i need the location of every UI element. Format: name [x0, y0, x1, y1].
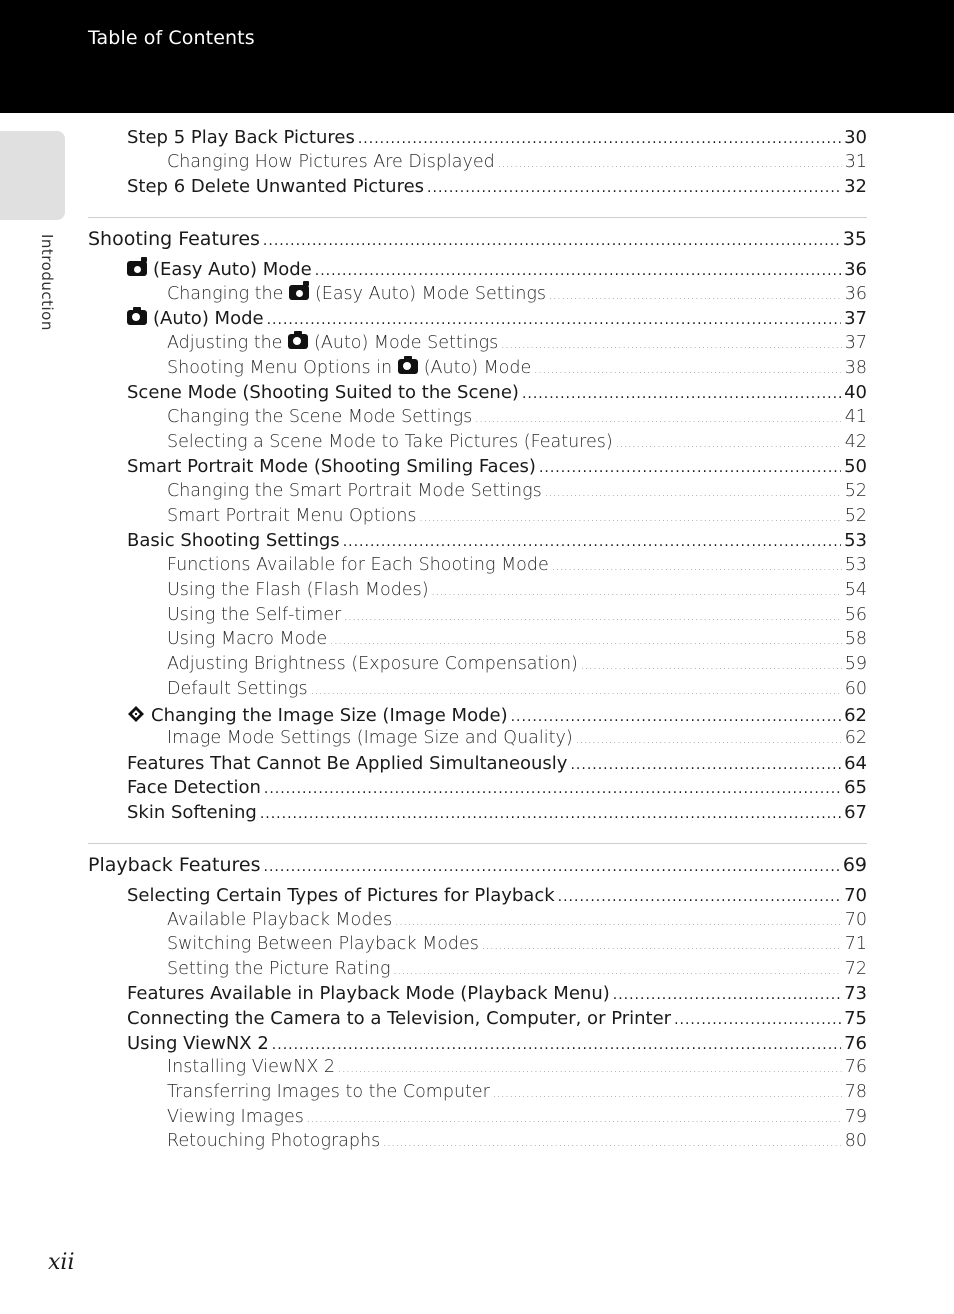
toc-entry[interactable]: Default Settings ..... 60 [167, 679, 867, 699]
toc-entry[interactable]: Changing the Scene Mode Settings ..... 41 [167, 407, 867, 427]
easy-auto-icon [127, 261, 147, 276]
toc-entry[interactable]: Changing the Image Size (Image Mode) ..... 62 [127, 703, 867, 726]
toc-entry[interactable]: Face Detection ..... 65 [127, 777, 867, 798]
toc-entry[interactable]: Smart Portrait Menu Options ..... 52 [167, 506, 867, 526]
toc-entry[interactable]: Setting the Picture Rating ..... 72 [167, 959, 867, 979]
toc-entry[interactable]: Connecting the Camera to a Television, Computer, or Printer ..... 75 [127, 1008, 867, 1029]
section-divider [88, 843, 867, 844]
toc-entry[interactable]: Transferring Images to the Computer ..... 78 [167, 1082, 867, 1102]
toc-entry[interactable]: Viewing Images ..... 79 [167, 1107, 867, 1127]
toc-entry[interactable]: Selecting Certain Types of Pictures for Playback ..... 70 [127, 885, 867, 906]
toc-entry[interactable]: Skin Softening ..... 67 [127, 802, 867, 823]
section-tab[interactable] [0, 131, 65, 220]
page-number: xii [48, 1250, 75, 1275]
toc-entry[interactable]: Changing the Smart Portrait Mode Settings ..... 52 [167, 481, 867, 501]
toc-section-shooting[interactable]: Shooting Features ..... 35 [88, 228, 867, 250]
toc-entry[interactable]: Changing the (Easy Auto) Mode Settings ..... 36 [167, 284, 867, 304]
toc-entry[interactable]: Functions Available for Each Shooting Mode ..... 53 [167, 555, 867, 575]
toc-entry[interactable]: Installing ViewNX 2 ..... 76 [167, 1057, 867, 1077]
toc-entry[interactable]: Adjusting Brightness (Exposure Compensation) ..... 59 [167, 654, 867, 674]
toc-entry[interactable]: Retouching Photographs ..... 80 [167, 1131, 867, 1151]
toc-entry[interactable]: Basic Shooting Settings ..... 53 [127, 530, 867, 551]
auto-camera-icon [398, 359, 418, 374]
toc-entry[interactable]: Using Macro Mode ..... 58 [167, 629, 867, 649]
auto-camera-icon [127, 310, 147, 325]
toc-entry[interactable]: (Easy Auto) Mode ..... 36 [127, 259, 867, 280]
auto-camera-icon [288, 334, 308, 349]
toc-entry[interactable]: Using ViewNX 2 ..... 76 [127, 1033, 867, 1054]
image-mode-icon [127, 705, 145, 723]
easy-auto-icon [289, 285, 309, 300]
toc-section-playback[interactable]: Playback Features ..... 69 [88, 854, 867, 876]
toc-entry[interactable]: Image Mode Settings (Image Size and Quality) ..... 62 [167, 728, 867, 748]
toc-entry[interactable]: Scene Mode (Shooting Suited to the Scene) ..... 40 [127, 382, 867, 403]
toc-entry[interactable]: Smart Portrait Mode (Shooting Smiling Faces) ..... 50 [127, 456, 867, 477]
header-bar [0, 0, 954, 113]
toc-entry[interactable]: Features That Cannot Be Applied Simultaneously ..... 64 [127, 753, 867, 774]
section-divider [88, 217, 867, 218]
toc-entry[interactable]: (Auto) Mode ..... 37 [127, 308, 867, 329]
toc-entry[interactable]: Adjusting the (Auto) Mode Settings ..... 37 [167, 333, 867, 353]
toc-entry[interactable]: Step 6 Delete Unwanted Pictures ..... 32 [127, 176, 867, 197]
section-tab-label: Introduction [38, 234, 56, 331]
toc-entry[interactable]: Shooting Menu Options in (Auto) Mode ..... 38 [167, 358, 867, 378]
toc-entry[interactable]: Selecting a Scene Mode to Take Pictures (Features) ..... 42 [167, 432, 867, 452]
toc-entry[interactable]: Using the Self-timer ..... 56 [167, 605, 867, 625]
toc-entry[interactable]: Using the Flash (Flash Modes) ..... 54 [167, 580, 867, 600]
toc-entry[interactable]: Step 5 Play Back Pictures ..... 30 [127, 127, 867, 148]
toc-entry[interactable]: Available Playback Modes ..... 70 [167, 910, 867, 930]
toc-entry[interactable]: Switching Between Playback Modes ..... 71 [167, 934, 867, 954]
toc-entry[interactable]: Changing How Pictures Are Displayed ..... 31 [167, 152, 867, 172]
header-title: Table of Contents [88, 27, 255, 49]
toc-entry[interactable]: Features Available in Playback Mode (Playback Menu) ..... 73 [127, 983, 867, 1004]
